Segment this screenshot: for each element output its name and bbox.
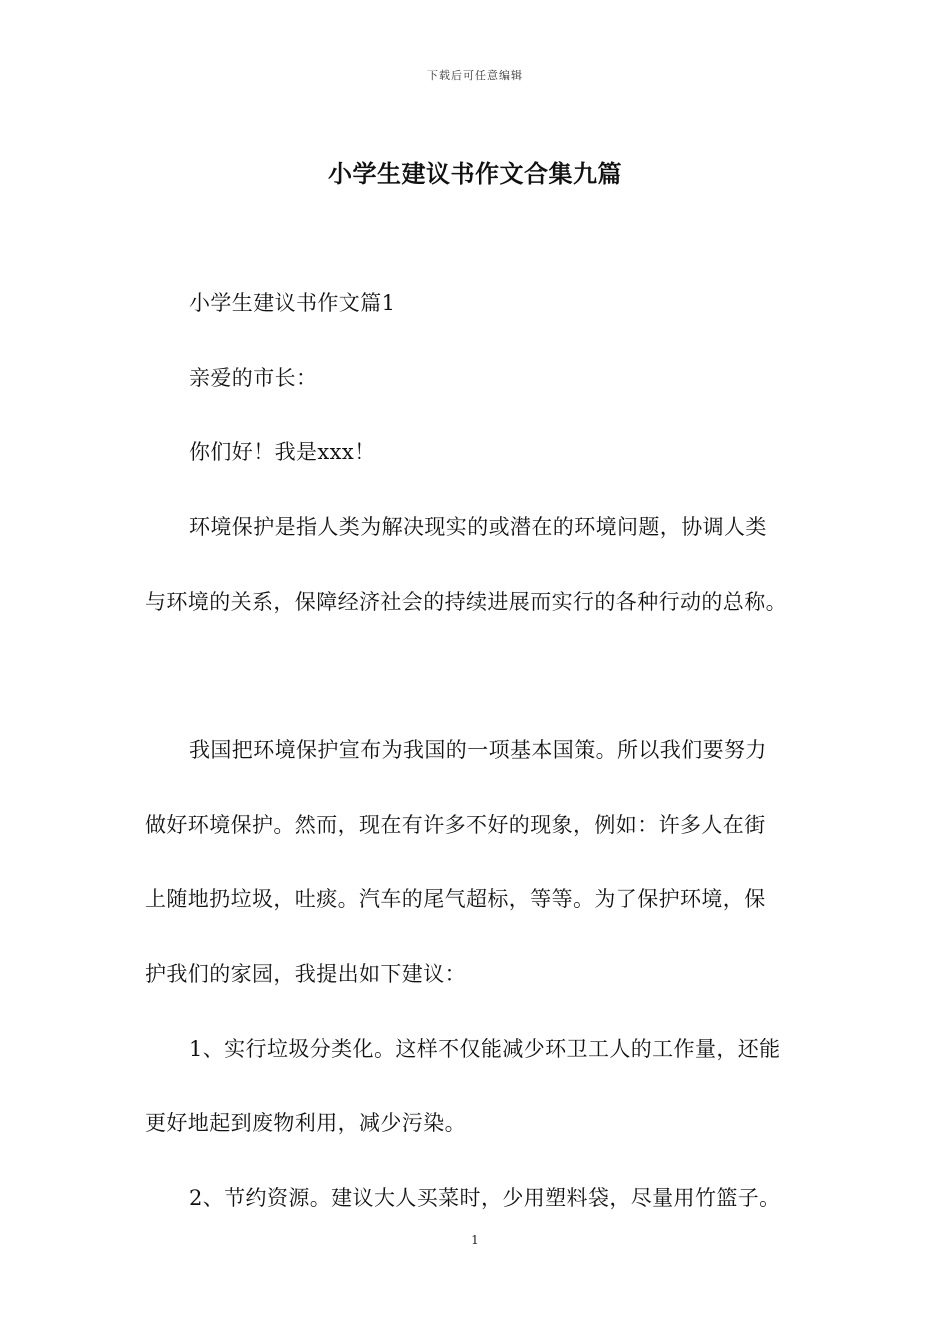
paragraph-line: 上随地扔垃圾，吐痰。汽车的尾气超标，等等。为了保护环境，保 bbox=[145, 887, 766, 911]
list-item-line: 2、节约资源。建议大人买菜时，少用塑料袋，尽量用竹篮子。 bbox=[189, 1186, 781, 1210]
list-item-line: 更好地起到废物利用，减少污染。 bbox=[145, 1111, 466, 1135]
greeting-line: 你们好！我是xxx！ bbox=[189, 440, 376, 464]
page-number: 1 bbox=[471, 1233, 479, 1247]
salutation: 亲爱的市长： bbox=[189, 366, 318, 390]
paragraph-line: 做好环境保护。然而，现在有许多不好的现象，例如：许多人在街 bbox=[145, 813, 766, 837]
page-header-note: 下载后可任意编辑 bbox=[427, 69, 523, 82]
section-heading: 小学生建议书作文篇1 bbox=[189, 291, 396, 315]
paragraph-line: 我国把环境保护宣布为我国的一项基本国策。所以我们要努力 bbox=[189, 738, 767, 762]
paragraph-line: 护我们的家园，我提出如下建议： bbox=[145, 962, 466, 986]
list-item-line: 1、实行垃圾分类化。这样不仅能减少环卫工人的工作量，还能 bbox=[189, 1037, 781, 1061]
paragraph-line: 环境保护是指人类为解决现实的或潜在的环境问题，协调人类 bbox=[189, 515, 767, 539]
document-title: 小学生建议书作文合集九篇 bbox=[328, 159, 622, 188]
paragraph-line: 与环境的关系，保障经济社会的持续进展而实行的各种行动的总称。 bbox=[145, 590, 787, 614]
